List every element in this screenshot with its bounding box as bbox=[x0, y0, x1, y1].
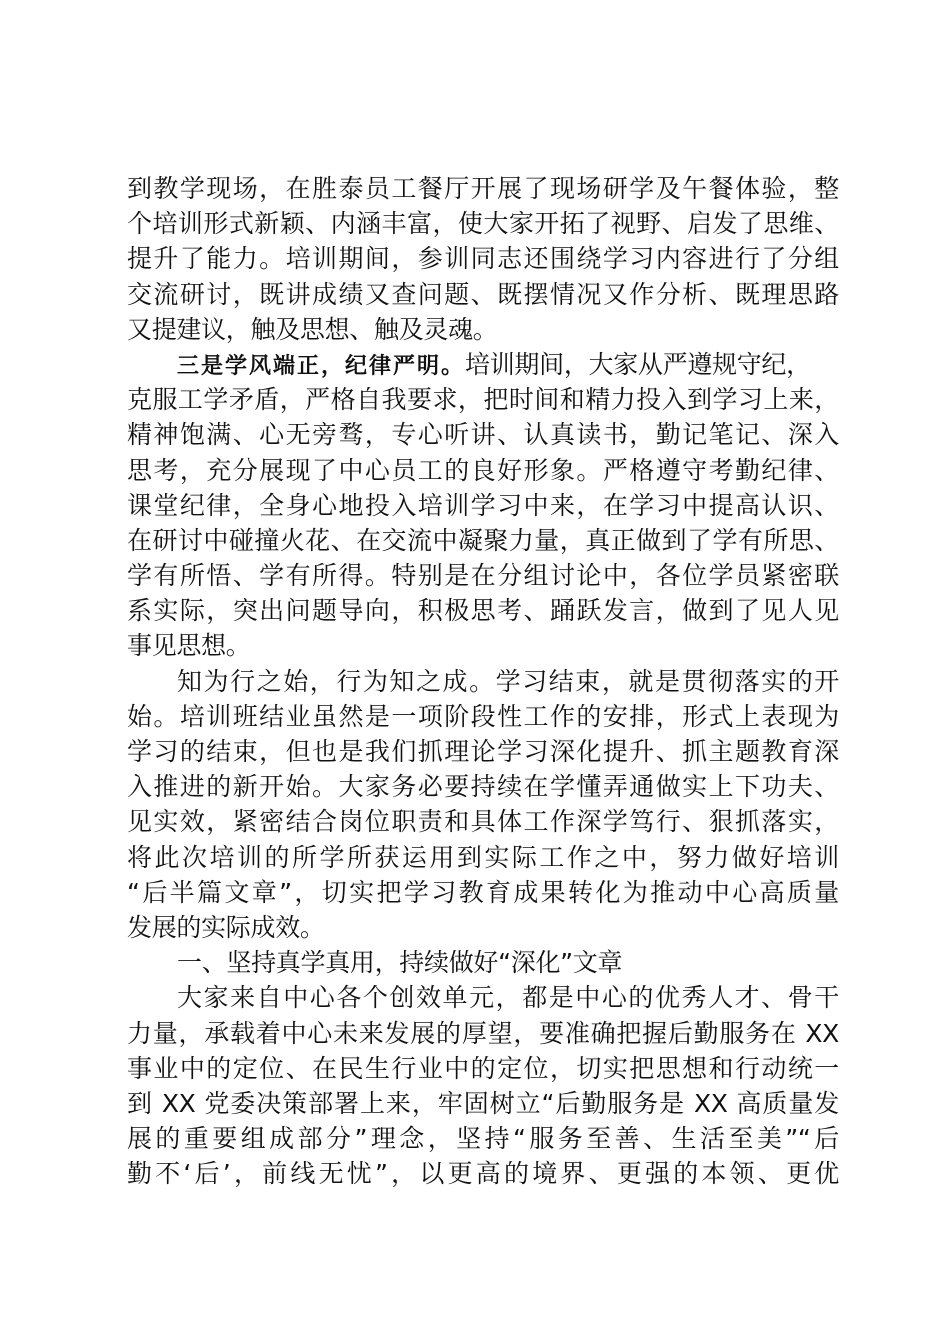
text-line: 系实际，突出问题导向，积极思考、踊跃发言，做到了见人见 bbox=[127, 596, 839, 626]
text-line: 到 XX 党委决策部署上来，牢固树立“后勤服务是 XX 高质量发 bbox=[127, 1088, 839, 1118]
text-line: 勤不‘后’，前线无忧”，以更高的境界、更强的本领、更优 bbox=[127, 1159, 839, 1189]
text-run: 培训期间，大家从严遵规守纪， bbox=[465, 349, 811, 379]
text-line: 见实效，紧密结合岗位职责和具体工作深学笃行、狠抓落实， bbox=[127, 807, 839, 837]
paragraph-first-line: 大家来自中心各个创效单元，都是中心的优秀人才、骨干 bbox=[177, 983, 839, 1013]
text-line: 提升了能力。培训期间，参训同志还围绕学习内容进行了分组 bbox=[127, 244, 839, 274]
text-line: 将此次培训的所学所获运用到实际工作之中，努力做好培训 bbox=[127, 842, 839, 872]
section-heading: 一、坚持真学真用，持续做好“深化”文章 bbox=[177, 948, 623, 978]
text-line: 力量，承载着中心未来发展的厚望，要准确把握后勤服务在 XX bbox=[127, 1018, 839, 1048]
text-line: 个培训形式新颖、内涵丰富，使大家开拓了视野、启发了思维、 bbox=[127, 209, 839, 239]
text-line: 事业中的定位、在民生行业中的定位，切实把思想和行动统一 bbox=[127, 1053, 839, 1083]
text-line: 学习的结束，但也是我们抓理论学习深化提升、抓主题教育深 bbox=[127, 737, 839, 766]
text-line: 在研讨中碰撞火花、在交流中凝聚力量，真正做到了学有所思、 bbox=[127, 525, 839, 555]
text-line: 展的重要组成部分”理念，坚持“服务至善、生活至美”“后 bbox=[127, 1124, 839, 1154]
text-line: 思考，充分展现了中心员工的良好形象。严格遵守考勤纪律、 bbox=[127, 455, 839, 485]
text-line: 课堂纪律，全身心地投入培训学习中来，在学习中提高认识、 bbox=[127, 490, 839, 520]
text-line: 交流研讨，既讲成绩又查问题、既摆情况又作分析、既理思路 bbox=[127, 279, 839, 309]
text-line: 到教学现场，在胜泰员工餐厅开展了现场研学及午餐体验，整 bbox=[127, 174, 839, 203]
text-line: 事见思想。 bbox=[127, 631, 251, 661]
text-line: 发展的实际成效。 bbox=[127, 912, 325, 942]
text-line: 始。培训班结业虽然是一项阶段性工作的安排，形式上表现为 bbox=[127, 701, 839, 731]
text-line: 入推进的新开始。大家务必要持续在学懂弄通做实上下功夫、 bbox=[127, 772, 839, 802]
document-body bbox=[127, 171, 839, 1191]
text-line: 又提建议，触及思想、触及灵魂。 bbox=[127, 314, 498, 344]
paragraph-first-line: 知为行之始，行为知之成。学习结束，就是贯彻落实的开 bbox=[177, 666, 839, 696]
text-line: 学有所悟、学有所得。特别是在分组讨论中，各位学员紧密联 bbox=[127, 561, 839, 591]
paragraph-first-line bbox=[127, 347, 839, 382]
text-line: 精神饱满、心无旁骛，专心听讲、认真读书，勤记笔记、深入 bbox=[127, 420, 839, 450]
text-line: “后半篇文章”，切实把学习教育成果转化为推动中心高质量 bbox=[127, 877, 839, 907]
text-line: 克服工学矛盾，严格自我要求，把时间和精力投入到学习上来， bbox=[127, 385, 839, 415]
paragraph-heading: 三是学风端正，纪律严明。 bbox=[177, 352, 466, 379]
